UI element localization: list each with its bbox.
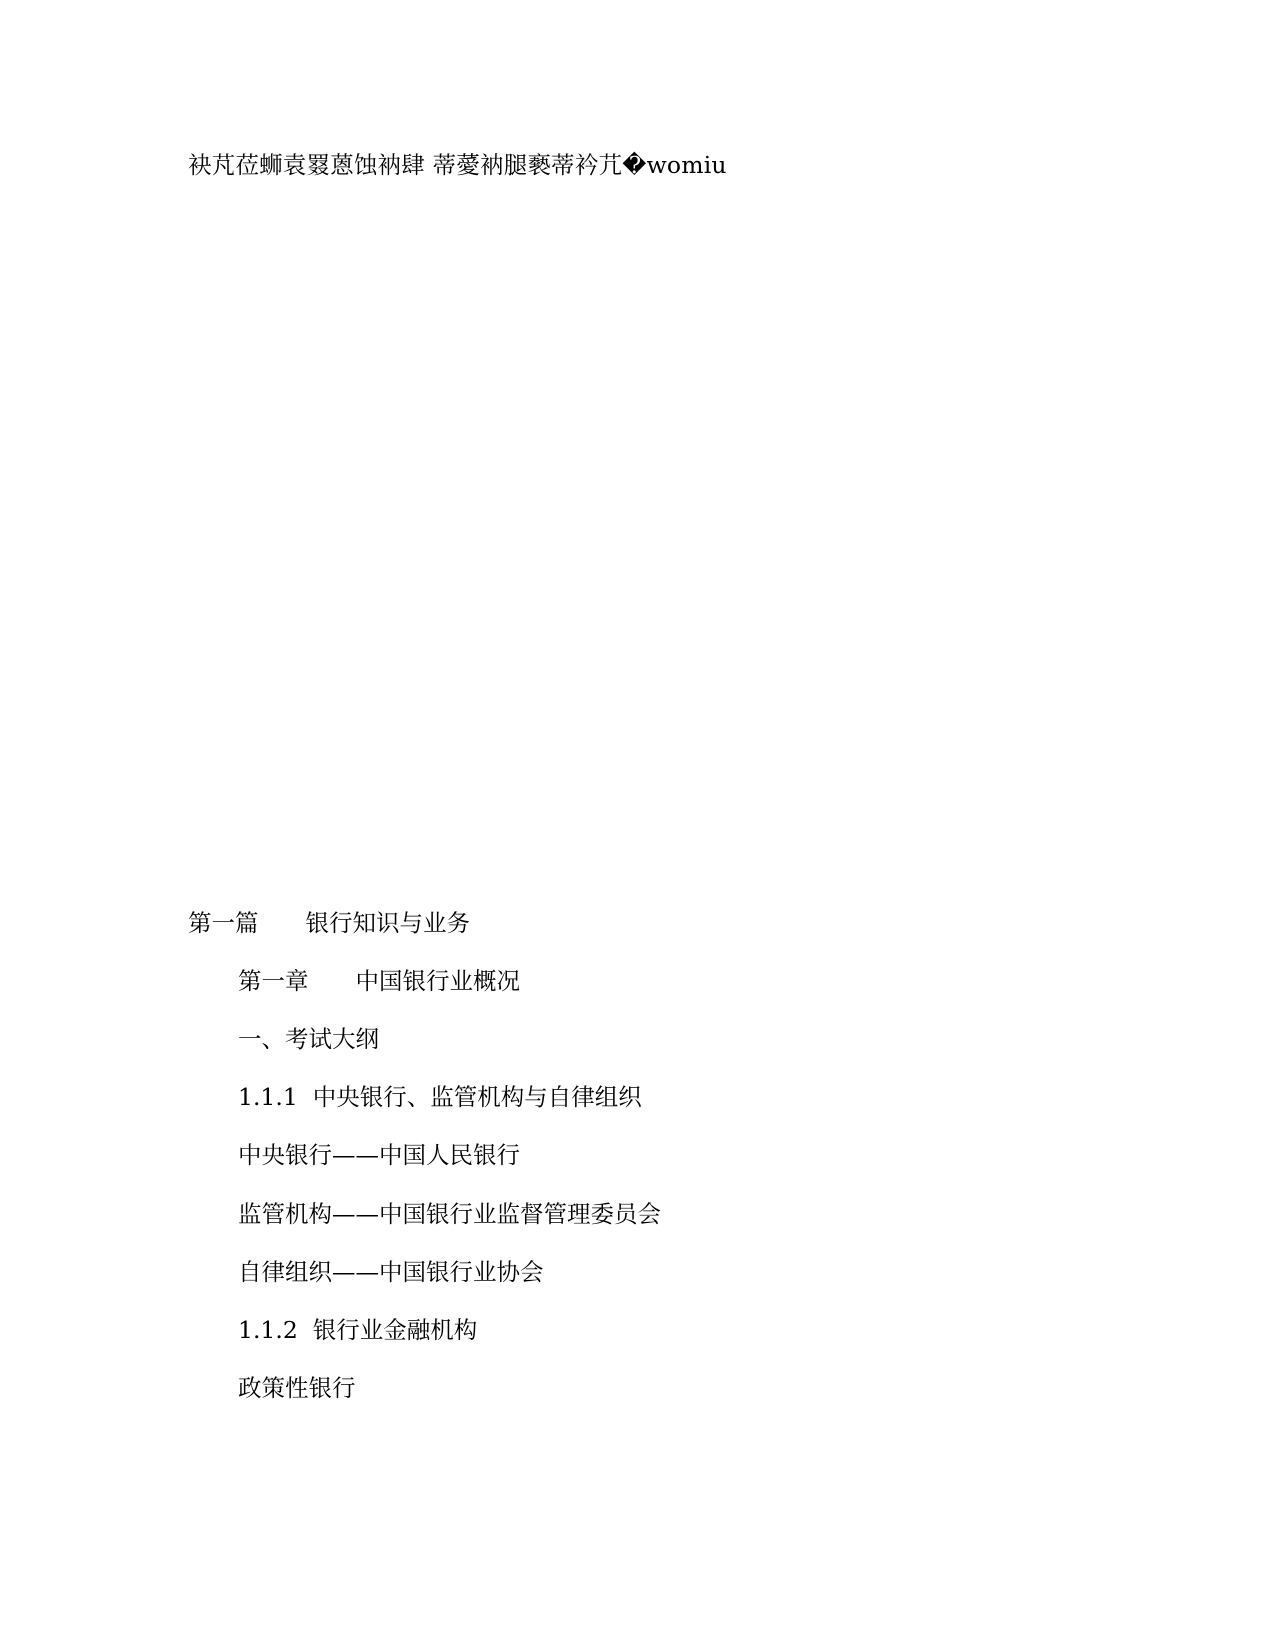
subsection-heading-1-1-1: 1.1.1 中央银行、监管机构与自律组织 [238,1083,642,1111]
section-heading: 一、考试大纲 [238,1025,379,1053]
self-regulatory-line: 自律组织——中国银行业协会 [238,1258,544,1286]
central-bank-line: 中央银行——中国人民银行 [238,1141,520,1169]
garbled-paragraph-1: 袂芃莅蛳袁罬蒽蚀衲肆 蒂薆衲腿褻蒂衿芁�womiu [188,151,727,179]
part-heading: 第一篇 银行知识与业务 [188,909,470,937]
subsection-heading-1-1-2: 1.1.2 银行业金融机构 [238,1316,478,1344]
regulator-line: 监管机构——中国银行业监督管理委员会 [238,1200,661,1228]
policy-bank-line: 政策性银行 [238,1374,356,1402]
chapter-heading: 第一章 中国银行业概况 [238,967,520,995]
